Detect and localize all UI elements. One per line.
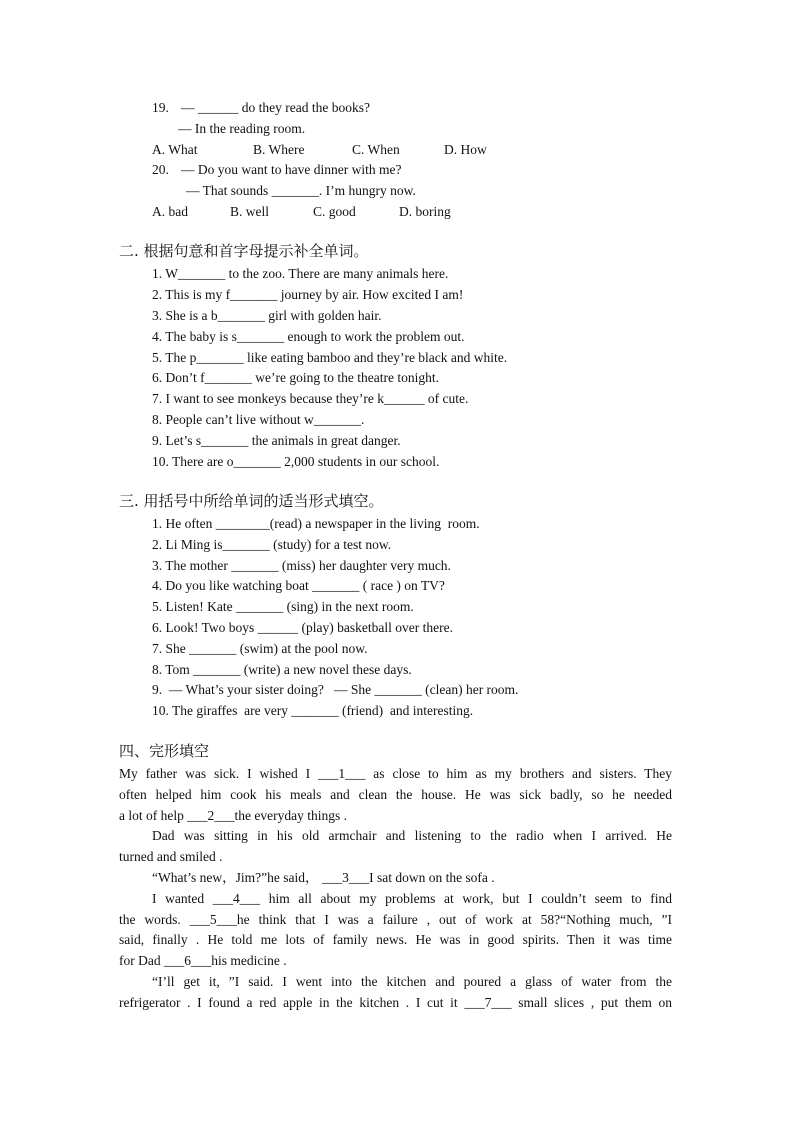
list-item: 6. Don’t f_______ we’re going to the theatre tonight. <box>152 370 439 385</box>
passage-line: Dad was sitting in his old armchair and listening to the radio when I arrived. He <box>152 828 672 843</box>
passage-line: for Dad ___6___his medicine . <box>119 953 287 968</box>
passage-line: turned and smiled . <box>119 849 223 864</box>
answer-text: — In the reading room. <box>178 121 306 136</box>
list-item: 1. W_______ to the zoo. There are many animals here. <box>152 266 449 281</box>
list-item: 4. Do you like watching boat _______ ( race ) on TV? <box>152 578 445 593</box>
passage-line: I wanted ___4___ him all about my problems at work, but I couldn’t seem to find <box>152 891 672 906</box>
section-heading: 三. 用括号中所给单词的适当形式填空。 <box>119 492 384 510</box>
answer-text: — That sounds _______. I’m hungry now. <box>186 183 416 198</box>
list-item: 9. Let’s s_______ the animals in great danger. <box>152 433 401 448</box>
option-c: C. When <box>352 142 400 157</box>
list-item: 8. Tom _______ (write) a new novel these days. <box>152 662 412 677</box>
option-d: D. How <box>444 142 487 157</box>
list-item: 6. Look! Two boys ______ (play) basketball over there. <box>152 620 453 635</box>
question-text: — ______ do they read the books? <box>181 100 370 115</box>
option-c: C. good <box>313 204 356 219</box>
list-item: 10. There are o_______ 2,000 students in our school. <box>152 454 440 469</box>
list-item: 8. People can’t live without w_______. <box>152 412 365 427</box>
passage-line: My father was sick. I wished I ___1___ as close to him as my brothers and sisters. They <box>119 766 672 781</box>
passage-line: often helped him cook his meals and clean the house. He was sick badly, so he needed <box>119 787 672 802</box>
list-item: 5. Listen! Kate _______ (sing) in the next room. <box>152 599 414 614</box>
list-item: 7. I want to see monkeys because they’re k______ of cute. <box>152 391 469 406</box>
list-item: 3. The mother _______ (miss) her daughter very much. <box>152 558 451 573</box>
passage-line: the words. ___5___he think that I was a failure , out of work at 58?“Nothing much, ”I <box>119 912 672 927</box>
option-a: A. bad <box>152 204 188 219</box>
list-item: 7. She _______ (swim) at the pool now. <box>152 641 368 656</box>
list-item: 9. — What’s your sister doing? — She _______ (clean) her room. <box>152 682 519 697</box>
list-item: 10. The giraffes are very _______ (friend) and interesting. <box>152 703 474 718</box>
passage-line: said, finally . He told me lots of family news. He was in good spirits. Then it was time <box>119 932 672 947</box>
list-item: 1. He often ________(read) a newspaper in the living room. <box>152 516 480 531</box>
section-heading: 二. 根据句意和首字母提示补全单词。 <box>119 242 369 260</box>
option-b: B. Where <box>253 142 305 157</box>
option-b: B. well <box>230 204 269 219</box>
list-item: 5. The p_______ like eating bamboo and they’re black and white. <box>152 350 508 365</box>
option-d: D. boring <box>399 204 451 219</box>
passage-line: “I’ll get it, ”I said. I went into the kitchen and poured a glass of water from the <box>152 974 672 989</box>
passage-line: a lot of help ___2___the everyday things . <box>119 808 347 823</box>
option-a: A. What <box>152 142 198 157</box>
passage-line: refrigerator . I found a red apple in the kitchen . I cut it ___7___ small slices , put them on <box>119 995 672 1010</box>
list-item: 3. She is a b_______ girl with golden hair. <box>152 308 382 323</box>
question-number: 19. <box>152 100 169 115</box>
question-text: — Do you want to have dinner with me? <box>181 162 402 177</box>
list-item: 2. This is my f_______ journey by air. How excited I am! <box>152 287 464 302</box>
passage-line: “What’s new，Jim?”he said， ___3___I sat down on the sofa . <box>152 870 495 885</box>
section-heading: 四、完形填空 <box>119 742 210 760</box>
list-item: 4. The baby is s_______ enough to work the problem out. <box>152 329 465 344</box>
list-item: 2. Li Ming is_______ (study) for a test now. <box>152 537 392 552</box>
question-number: 20. <box>152 162 169 177</box>
